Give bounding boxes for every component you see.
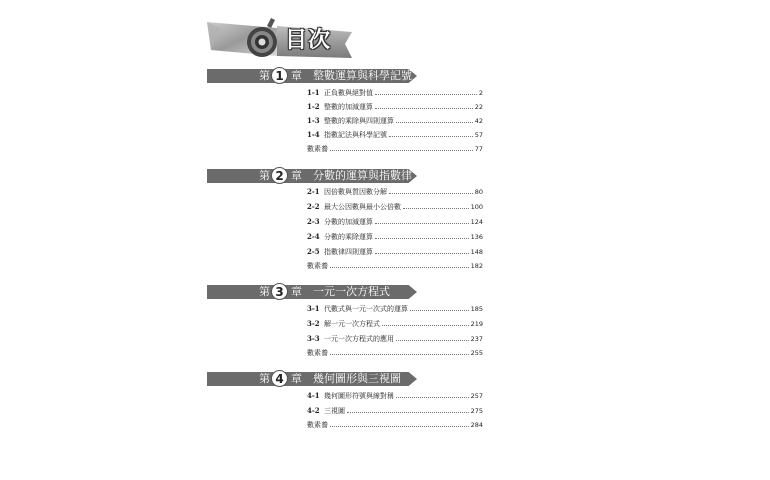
chapter-4-heading[interactable] bbox=[207, 371, 417, 388]
section-code: 2-4 bbox=[307, 232, 320, 241]
chapter-number-badge: 3 bbox=[271, 283, 288, 300]
page-number: 284 bbox=[470, 421, 483, 429]
chapter-title: 幾何圖形與三視圖 bbox=[313, 372, 401, 385]
chapter-2-heading[interactable] bbox=[207, 168, 417, 185]
section-code: 4-1 bbox=[307, 391, 320, 400]
dot-leader bbox=[330, 143, 473, 151]
section-title: 一元一次方程式的應用 bbox=[324, 335, 394, 343]
section-title: 指數律四則運算 bbox=[324, 248, 373, 256]
toc-entry[interactable] bbox=[307, 404, 483, 417]
chapter-number-badge: 1 bbox=[271, 67, 288, 84]
toc-entry[interactable] bbox=[307, 347, 483, 360]
dot-leader bbox=[382, 318, 469, 326]
section-title: 幾何圖形符號與線對稱 bbox=[324, 392, 394, 400]
section-title: 數素養 bbox=[307, 421, 328, 429]
section-title: 數素養 bbox=[307, 349, 328, 357]
chapter-title: 分數的運算與指數律 bbox=[313, 169, 412, 182]
section-title: 指數記法與科學記號 bbox=[324, 131, 387, 139]
section-code: 1-3 bbox=[307, 116, 320, 125]
page-number: 148 bbox=[470, 248, 483, 256]
toc-entry[interactable] bbox=[307, 245, 483, 258]
page-number: 255 bbox=[470, 349, 483, 357]
chapter-suffix: 章 bbox=[291, 285, 302, 298]
chapter-prefix: 第 bbox=[259, 69, 270, 82]
page-number: 57 bbox=[474, 131, 483, 139]
dot-leader bbox=[330, 260, 469, 268]
page-number: 257 bbox=[470, 392, 483, 400]
dot-leader bbox=[330, 419, 469, 427]
section-code: 1-2 bbox=[307, 102, 320, 111]
section-title: 因倍數與質因數分解 bbox=[324, 188, 387, 196]
toc-entry[interactable] bbox=[307, 317, 483, 330]
toc-entry[interactable] bbox=[307, 100, 483, 113]
page-number: 136 bbox=[470, 233, 483, 241]
dot-leader bbox=[389, 129, 473, 137]
page-number: 237 bbox=[470, 335, 483, 343]
toc-entry[interactable] bbox=[307, 143, 483, 156]
chapter-3-heading[interactable] bbox=[207, 284, 417, 301]
dot-leader bbox=[375, 231, 469, 239]
page-number: 219 bbox=[470, 320, 483, 328]
toc-entry[interactable] bbox=[307, 230, 483, 243]
dot-leader bbox=[403, 201, 469, 209]
toc-entry[interactable] bbox=[307, 200, 483, 213]
section-title: 解一元一次方程式 bbox=[324, 320, 380, 328]
toc-entry[interactable] bbox=[307, 302, 483, 315]
chapter-suffix: 章 bbox=[291, 69, 302, 82]
section-title: 數素養 bbox=[307, 145, 328, 153]
toc-entry[interactable] bbox=[307, 185, 483, 198]
toc-header bbox=[207, 14, 357, 66]
dot-leader bbox=[396, 333, 469, 341]
toc-entry[interactable] bbox=[307, 332, 483, 345]
page-number: 100 bbox=[470, 203, 483, 211]
toc-entry[interactable] bbox=[307, 215, 483, 228]
toc-entry[interactable] bbox=[307, 128, 483, 141]
toc-entry[interactable] bbox=[307, 260, 483, 273]
section-code: 1-1 bbox=[307, 88, 320, 97]
section-code: 2-2 bbox=[307, 202, 320, 211]
toc-entry[interactable] bbox=[307, 419, 483, 432]
section-code: 3-1 bbox=[307, 304, 320, 313]
chapter-suffix: 章 bbox=[291, 169, 302, 182]
toc-entry[interactable] bbox=[307, 389, 483, 402]
section-code: 2-3 bbox=[307, 217, 320, 226]
ribbon-target-icon bbox=[207, 14, 357, 66]
chapter-prefix: 第 bbox=[259, 285, 270, 298]
section-title: 整數的加減運算 bbox=[324, 103, 373, 111]
section-code: 1-4 bbox=[307, 130, 320, 139]
section-code: 4-2 bbox=[307, 406, 320, 415]
dot-leader bbox=[375, 87, 477, 95]
toc-entry[interactable] bbox=[307, 86, 483, 99]
chapter-suffix: 章 bbox=[291, 372, 302, 385]
dot-leader bbox=[375, 246, 469, 254]
dot-leader bbox=[330, 347, 469, 355]
toc-title: 目次 bbox=[285, 28, 332, 53]
page-number: 275 bbox=[470, 407, 483, 415]
chapter-title: 整數運算與科學記號 bbox=[313, 69, 412, 82]
section-title: 分數的乘除運算 bbox=[324, 233, 373, 241]
dot-leader bbox=[396, 115, 473, 123]
page-number: 22 bbox=[474, 103, 483, 111]
section-title: 整數的乘除與四則運算 bbox=[324, 117, 394, 125]
page-number: 80 bbox=[474, 188, 483, 196]
page-number: 185 bbox=[470, 305, 483, 313]
section-title: 正負數與絕對值 bbox=[324, 89, 373, 97]
section-code: 3-3 bbox=[307, 334, 320, 343]
section-title: 分數的加減運算 bbox=[324, 218, 373, 226]
section-code: 3-2 bbox=[307, 319, 320, 328]
page-number: 77 bbox=[474, 145, 483, 153]
chapter-prefix: 第 bbox=[259, 169, 270, 182]
chapter-number-badge: 2 bbox=[271, 167, 288, 184]
section-title: 最大公因數與最小公倍數 bbox=[324, 203, 401, 211]
chapter-prefix: 第 bbox=[259, 372, 270, 385]
section-title: 數素養 bbox=[307, 262, 328, 270]
dot-leader bbox=[375, 216, 469, 224]
section-code: 2-5 bbox=[307, 247, 320, 256]
section-title: 代數式與一元一次式的運算 bbox=[324, 305, 408, 313]
dot-leader bbox=[389, 186, 473, 194]
dot-leader bbox=[375, 101, 473, 109]
dot-leader bbox=[347, 405, 469, 413]
dot-leader bbox=[396, 390, 469, 398]
page-number: 182 bbox=[470, 262, 483, 270]
section-title: 三視圖 bbox=[324, 407, 345, 415]
chapter-title: 一元一次方程式 bbox=[313, 285, 390, 298]
chapter-number-badge: 4 bbox=[271, 370, 288, 387]
dot-leader bbox=[410, 303, 469, 311]
page-number: 124 bbox=[470, 218, 483, 226]
page-number: 42 bbox=[474, 117, 483, 125]
toc-entry[interactable] bbox=[307, 114, 483, 127]
page-number: 2 bbox=[478, 89, 483, 97]
chapter-1-heading[interactable] bbox=[207, 68, 417, 85]
section-code: 2-1 bbox=[307, 187, 320, 196]
